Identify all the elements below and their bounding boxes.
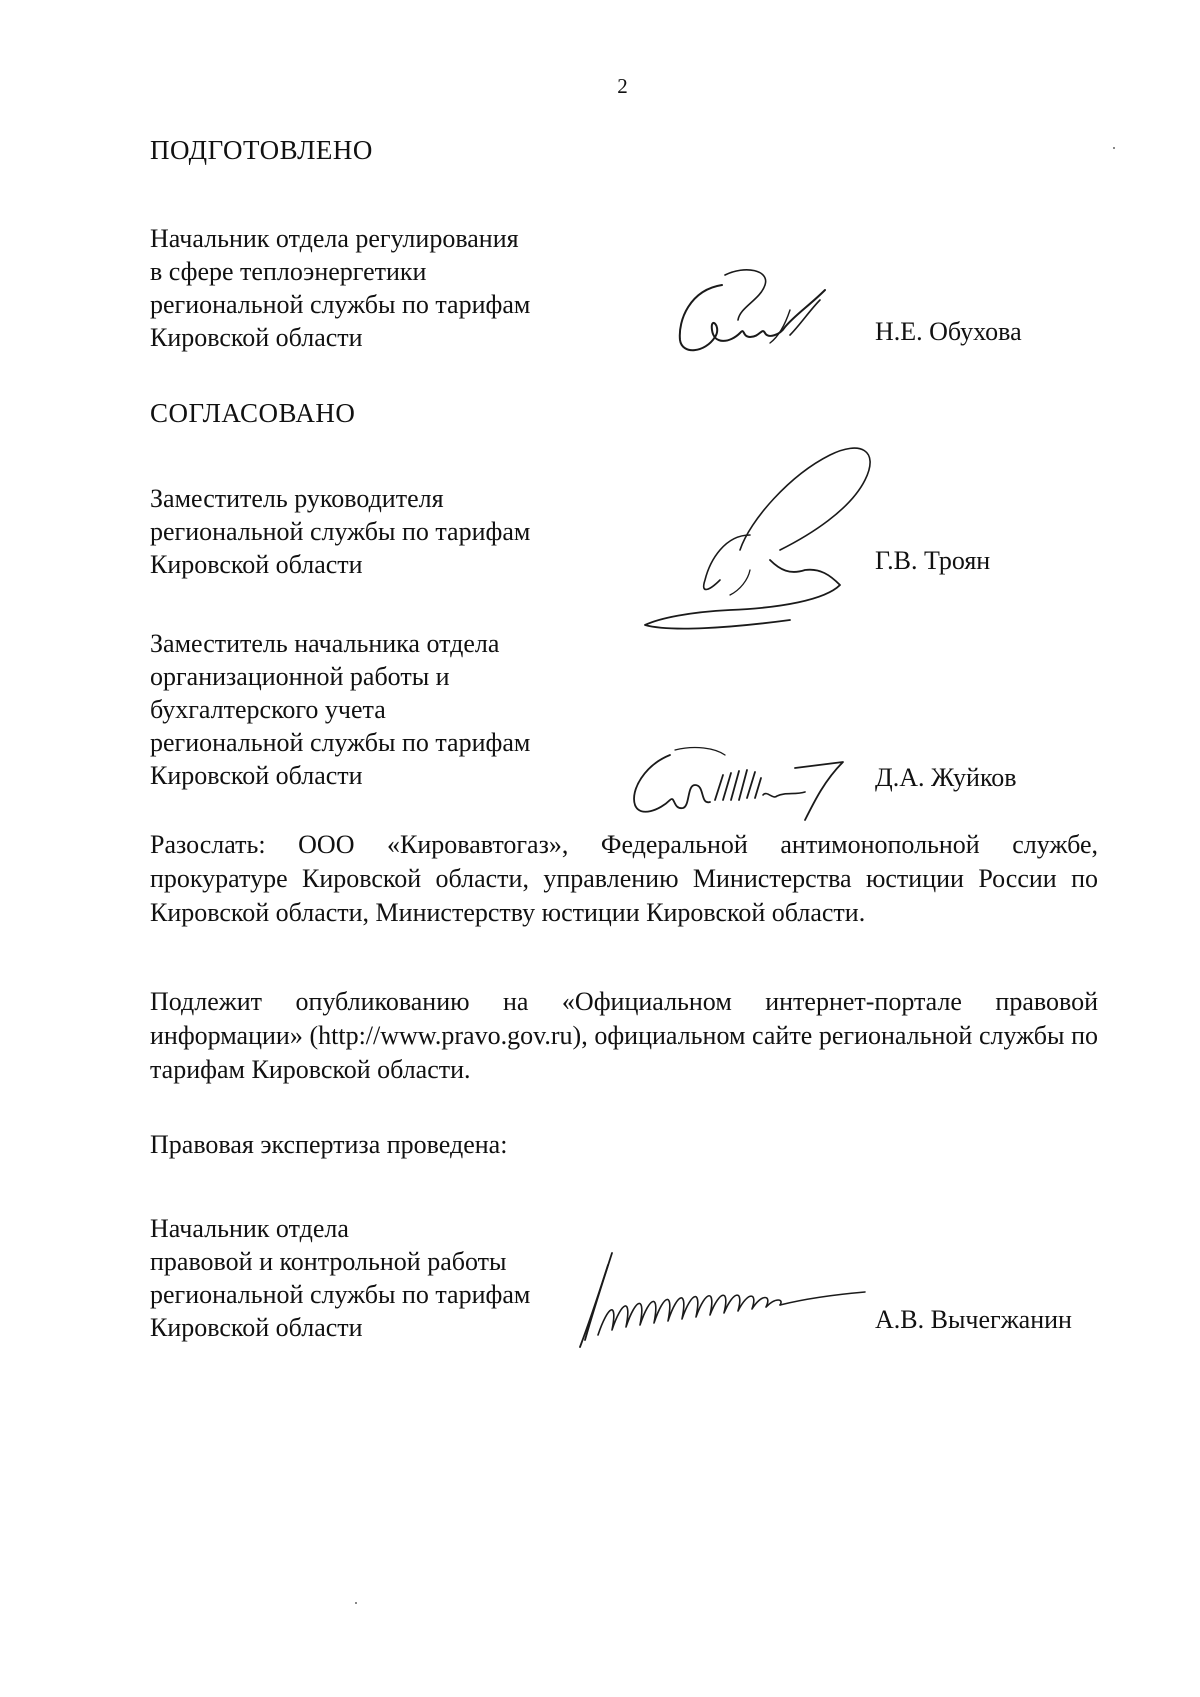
scan-speck xyxy=(355,1602,357,1604)
publication-paragraph: Подлежит опубликованию на «Официальном интернет-портале правовой информации» (http://www.pravo.gov.ru), официальном сайте региональной службы по тарифам Кировской области. xyxy=(150,987,1098,1084)
position-line: региональной службы по тарифам xyxy=(150,290,531,319)
scan-speck xyxy=(1113,147,1115,149)
position-line: Кировской области xyxy=(150,323,363,352)
position-line: в сфере теплоэнергетики xyxy=(150,257,427,286)
page-number: 2 xyxy=(617,74,628,98)
signature-zhuykov xyxy=(615,740,865,830)
position-line: Заместитель руководителя xyxy=(150,484,444,513)
agreed-signer-1-position xyxy=(150,482,570,581)
agreed-signer-2-name: Д.А. Жуйков xyxy=(875,763,1017,792)
position-line: организационной работы и xyxy=(150,662,450,691)
position-line: Начальник отдела xyxy=(150,1214,349,1243)
position-line: региональной службы по тарифам xyxy=(150,1280,531,1309)
position-line: региональной службы по тарифам xyxy=(150,728,531,757)
position-line: правовой и контрольной работы xyxy=(150,1247,507,1276)
legal-review-label: Правовая экспертиза проведена: xyxy=(150,1130,508,1159)
position-line: Кировской области xyxy=(150,1313,363,1342)
position-line: Заместитель начальника отдела xyxy=(150,629,500,658)
legal-review-position xyxy=(150,1212,570,1344)
position-line: Кировской области xyxy=(150,550,363,579)
prepared-position xyxy=(150,222,570,354)
signature-obukhova xyxy=(670,265,850,375)
position-line: региональной службы по тарифам xyxy=(150,517,531,546)
distribution-paragraph: Разослать: ООО «Кировавтогаз», Федеральной антимонопольной службе, прокуратуре Кировской области, управлению Министерства юстиции России по Кировской области, Министерству юстиции Кировской области. xyxy=(150,830,1098,927)
agreed-signer-1-name: Г.В. Троян xyxy=(875,546,991,575)
position-line: Кировской области xyxy=(150,761,363,790)
agreed-heading: СОГЛАСОВАНО xyxy=(150,398,356,428)
position-line: Начальник отдела регулирования xyxy=(150,224,519,253)
prepared-heading: ПОДГОТОВЛЕНО xyxy=(150,135,373,165)
prepared-name: Н.Е. Обухова xyxy=(875,317,1022,346)
agreed-signer-2-position xyxy=(150,627,570,792)
position-line: бухгалтерского учета xyxy=(150,695,386,724)
signature-troyan xyxy=(630,440,910,640)
signature-vychegzhanin xyxy=(550,1245,870,1355)
legal-review-name: А.В. Вычегжанин xyxy=(875,1305,1072,1334)
